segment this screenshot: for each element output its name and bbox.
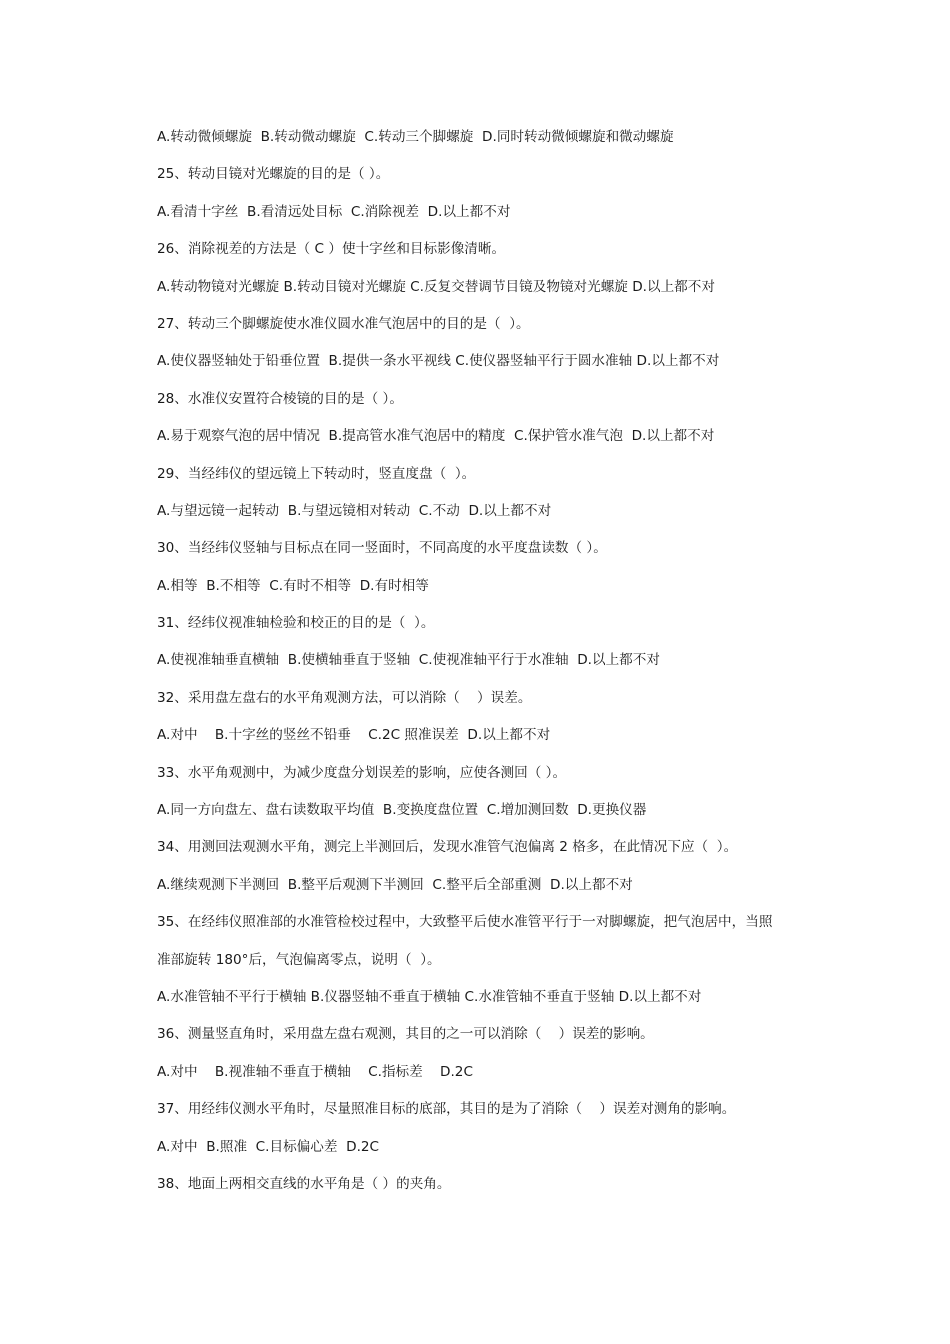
options-37: A.对中 B.照准 C.目标偏心差 D.2C [157,1138,380,1155]
question-38: 38、地面上两相交直线的水平角是（ ）的夹角。 [157,1175,451,1192]
options-31: A.使视准轴垂直横轴 B.使横轴垂直于竖轴 C.使视准轴平行于水准轴 D.以上都不对 [157,652,660,669]
options-27: A.使仪器竖轴处于铅垂位置 B.提供一条水平视线 C.使仪器竖轴平行于圆水准轴 D.以上都不对 [157,353,720,370]
options-36: A.对中 B.视准轴不垂直于横轴 C.指标差 D.2C [157,1063,473,1080]
question-35-continued: 准部旋转 180°后，气泡偏离零点，说明（ ）。 [157,951,441,968]
question-25: 25、转动目镜对光螺旋的目的是（ ）。 [157,166,390,183]
options-35: A.水准管轴不平行于横轴 B.仪器竖轴不垂直于横轴 C.水准管轴不垂直于竖轴 D.以上都不对 [157,988,702,1005]
options-32: A.对中 B.十字丝的竖丝不铅垂 C.2C 照准误差 D.以上都不对 [157,727,551,744]
question-34: 34、用测回法观测水平角，测完上半测回后，发现水准管气泡偏离 2 格多，在此情况下应（ ）。 [157,839,738,856]
question-31: 31、经纬仪视准轴检验和校正的目的是（ ）。 [157,615,435,632]
options-25: A.看清十字丝 B.看清远处目标 C.消除视差 D.以上都不对 [157,203,511,220]
question-list [157,126,827,1210]
question-32: 32、采用盘左盘右的水平角观测方法，可以消除（ ）误差。 [157,689,532,706]
options-26: A.转动物镜对光螺旋 B.转动目镜对光螺旋 C.反复交替调节目镜及物镜对光螺旋 D.以上都不对 [157,278,715,295]
question-29: 29、当经纬仪的望远镜上下转动时，竖直度盘（ ）。 [157,465,476,482]
options-line: A.转动微倾螺旋 B.转动微动螺旋 C.转动三个脚螺旋 D.同时转动微倾螺旋和微动螺旋 [157,129,674,145]
options-29: A.与望远镜一起转动 B.与望远镜相对转动 C.不动 D.以上都不对 [157,502,552,519]
question-35: 35、在经纬仪照准部的水准管检校过程中，大致整平后使水准管平行于一对脚螺旋，把气泡居中，当照 [157,914,773,931]
question-26: 26、消除视差的方法是（ C ）使十字丝和目标影像清晰。 [157,241,506,258]
question-33: 33、水平角观测中，为减少度盘分划误差的影响，应使各测回（ ）。 [157,764,567,781]
question-36: 36、测量竖直角时，采用盘左盘右观测，其目的之一可以消除（ ）误差的影响。 [157,1026,654,1043]
question-30: 30、当经纬仪竖轴与目标点在同一竖面时，不同高度的水平度盘读数（ ）。 [157,540,607,557]
options-30: A.相等 B.不相等 C.有时不相等 D.有时相等 [157,577,429,594]
question-27: 27、转动三个脚螺旋使水准仪圆水准气泡居中的目的是（ ）。 [157,315,530,332]
options-34: A.继续观测下半测回 B.整平后观测下半测回 C.整平后全部重测 D.以上都不对 [157,876,633,893]
question-28: 28、水准仪安置符合棱镜的目的是（ ）。 [157,390,403,407]
question-37: 37、用经纬仪测水平角时，尽量照准目标的底部，其目的是为了消除（ ）误差对测角的影响。 [157,1101,736,1118]
options-33: A.同一方向盘左、盘右读数取平均值 B.变换度盘位置 C.增加测回数 D.更换仪器 [157,802,647,819]
options-28: A.易于观察气泡的居中情况 B.提高管水准气泡居中的精度 C.保护管水准气泡 D.以上都不对 [157,428,715,445]
